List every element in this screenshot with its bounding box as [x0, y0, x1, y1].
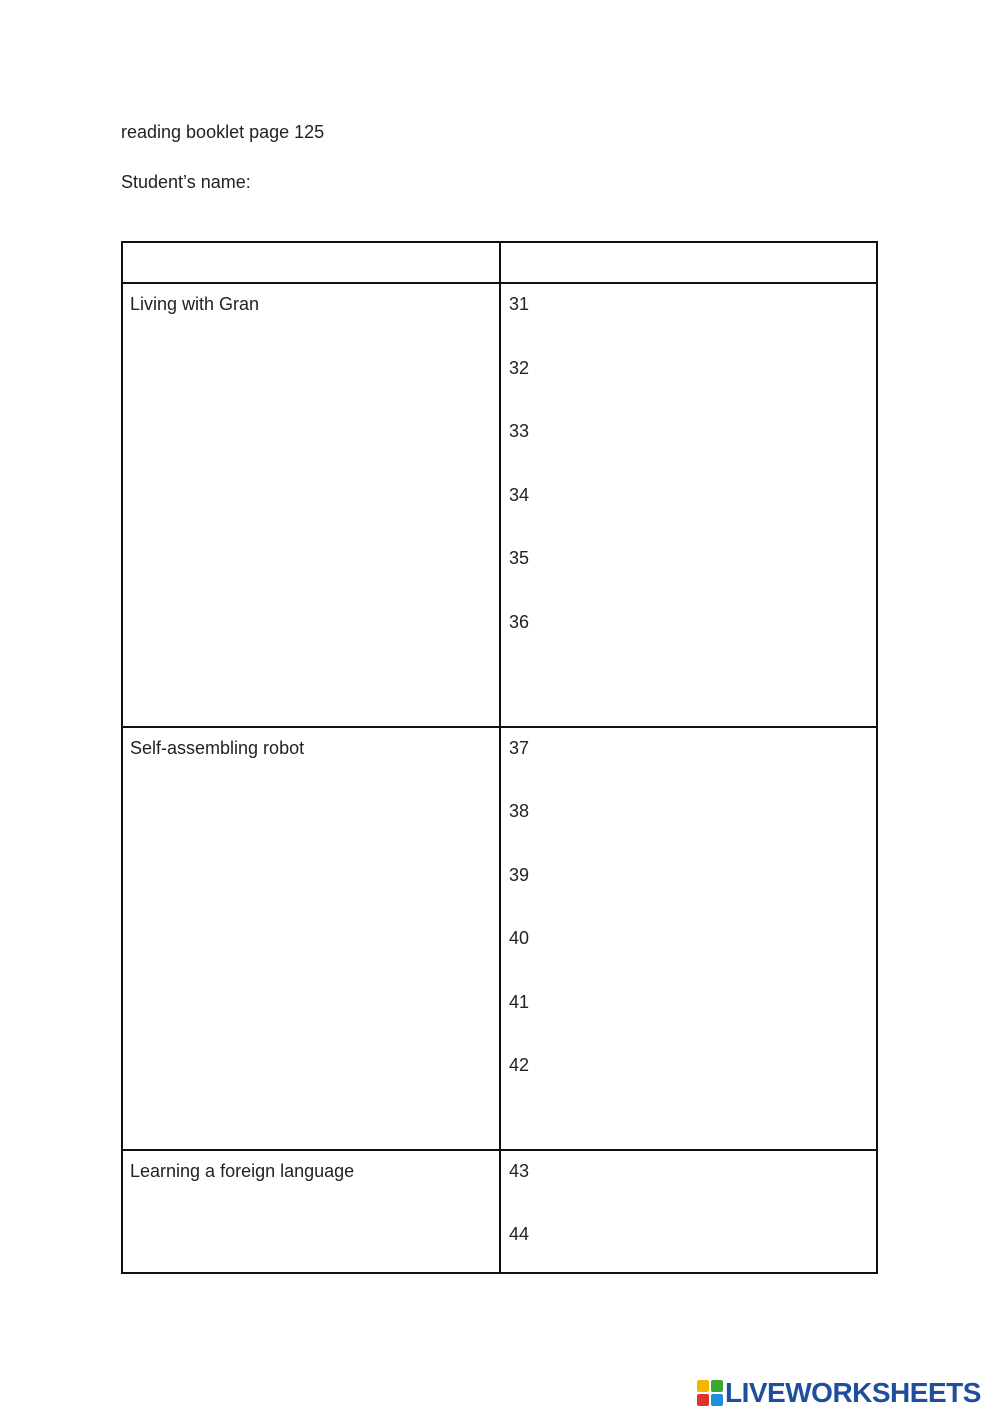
question-number: 33	[509, 421, 530, 441]
liveworksheets-logo	[697, 1378, 981, 1408]
table-header-row	[123, 243, 876, 284]
topic-label: Living with Gran	[130, 294, 260, 314]
question-number: 35	[509, 548, 530, 568]
question-number: 41	[509, 992, 530, 1012]
question-number: 36	[509, 612, 530, 632]
brand-name: LIVEWORKSHEETS	[725, 1377, 981, 1408]
liveworksheets-grid-icon	[697, 1380, 723, 1406]
question-number: 44	[509, 1224, 530, 1244]
question-number: 40	[509, 928, 530, 948]
question-number: 39	[509, 865, 530, 885]
booklet-reference: reading booklet page 125	[121, 122, 325, 142]
question-number: 31	[509, 294, 530, 314]
topic-label: Self-assembling robot	[130, 738, 305, 758]
topic-label: Learning a foreign language	[130, 1161, 355, 1181]
table-row	[123, 1151, 876, 1272]
question-number: 42	[509, 1055, 530, 1075]
question-number: 32	[509, 358, 530, 378]
table-row	[123, 728, 876, 1151]
student-name-label: Student’s name:	[121, 172, 251, 192]
answer-table	[121, 241, 878, 1274]
table-row	[123, 284, 876, 728]
question-number: 43	[509, 1161, 530, 1181]
question-number: 38	[509, 801, 530, 821]
question-number: 34	[509, 485, 530, 505]
question-number: 37	[509, 738, 530, 758]
